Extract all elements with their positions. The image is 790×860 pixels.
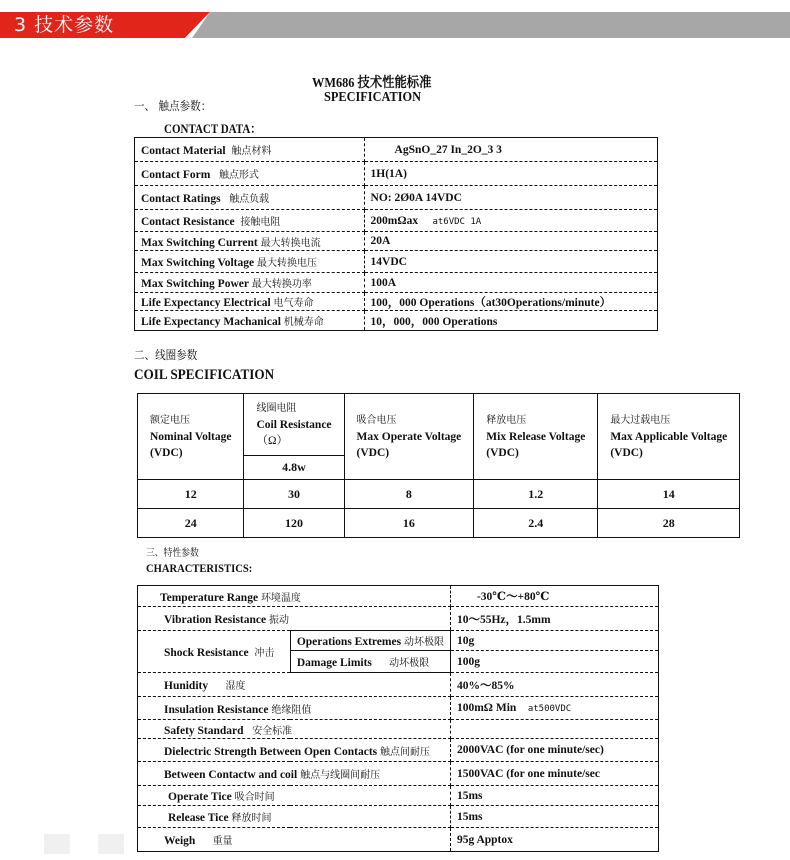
row-label: Dielectric Strength Between Open Contacts 触点间耐压 xyxy=(138,739,451,762)
row-value xyxy=(450,720,658,739)
table-row xyxy=(135,232,658,251)
row-value: 20A xyxy=(364,232,657,251)
cell: 8 xyxy=(344,480,474,509)
table-row xyxy=(138,509,740,538)
table-row xyxy=(138,786,659,806)
row-value: 10g xyxy=(450,631,658,651)
row-label: Life Expectancy Electrical 电气寿命 xyxy=(135,293,365,311)
table-row xyxy=(135,186,658,210)
row-label: Max Switching Power 最大转换功率 xyxy=(135,273,365,293)
col-header-release: 释放电压 Mix Release Voltage (VDC) xyxy=(474,394,598,480)
col-header-applicable: 最大过载电压 Max Applicable Voltage (VDC) xyxy=(598,394,740,480)
row-label: Release Tice 释放时间 xyxy=(138,806,451,828)
row-value: 100，000 Operations（at30Operations/minute） xyxy=(364,293,657,311)
row-label: Hunidity 湿度 xyxy=(138,673,451,697)
col-header-resistance: 线圈电阻 Coil Resistance （Ω） xyxy=(244,394,344,456)
cell: 14 xyxy=(598,480,740,509)
row-label: Insulation Resistance 绝缘阻值 xyxy=(138,697,451,720)
section1-label: 一、 触点参数： xyxy=(134,99,212,113)
table-row xyxy=(135,251,658,273)
row-value: AgSnO_27 In_2O_3 3 xyxy=(364,138,657,162)
table-row xyxy=(135,311,658,331)
table-row xyxy=(135,138,658,162)
coil-spec-table xyxy=(137,393,740,538)
row-value: 100g xyxy=(450,651,658,673)
cell: 28 xyxy=(598,509,740,538)
table-header-row xyxy=(138,394,740,456)
table-row xyxy=(135,273,658,293)
row-value: NO: 2Ø0A 14VDC xyxy=(364,186,657,210)
row-label: Max Switching Current 最大转换电流 xyxy=(135,232,365,251)
row-label: Contact Material 触点材料 xyxy=(135,138,365,162)
row-value: 10～55Hz，1.5mm xyxy=(450,607,658,631)
row-value: 1H(1A) xyxy=(364,162,657,186)
row-value: 14VDC xyxy=(364,251,657,273)
table-row xyxy=(138,739,659,762)
section1-heading: CONTACT DATA： xyxy=(164,122,262,136)
header-gray-band xyxy=(192,12,790,38)
doc-subtitle: SPECIFICATION xyxy=(324,90,421,105)
section2-heading: COIL SPECIFICATION xyxy=(134,367,275,383)
row-label: Weigh 重量 xyxy=(138,828,451,852)
coil-power: 4.8w xyxy=(244,456,344,480)
row-value: 100mΩ Min at500VDC xyxy=(450,697,658,720)
header-title: 3 技术参数 xyxy=(14,14,115,36)
row-value: 100A xyxy=(364,273,657,293)
row-label: Safety Standard 安全标准 xyxy=(138,720,451,739)
row-label: Contact Ratings 触点负载 xyxy=(135,186,365,210)
section3-heading: CHARACTERISTICS: xyxy=(146,561,253,575)
row-value: 10，000，000 Operations xyxy=(364,311,657,331)
row-label: Life Expectancy Machanical 机械寿命 xyxy=(135,311,365,331)
row-label: Temperature Range 环境温度 xyxy=(138,586,451,607)
section-header-bar xyxy=(0,0,790,38)
row-label: Shock Resistance 冲击 xyxy=(138,631,291,673)
characteristics-table xyxy=(137,585,659,852)
col-header-nominal: 额定电压 Nominal Voltage (VDC) xyxy=(138,394,244,480)
table-row xyxy=(138,480,740,509)
cell: 16 xyxy=(344,509,474,538)
row-label: Between Contactw and coil 触点与线圈间耐压 xyxy=(138,762,451,786)
row-value: -30℃～+80℃ xyxy=(450,586,658,607)
col-header-operate: 吸合电压 Max Operate Voltage (VDC) xyxy=(344,394,474,480)
cell: 30 xyxy=(244,480,344,509)
row-sublabel: Operations Extremes 动坏极限 xyxy=(290,631,450,651)
section2-label: 二、线圈参数 xyxy=(134,348,198,362)
cell: 2.4 xyxy=(474,509,598,538)
table-row xyxy=(138,607,659,631)
table-row xyxy=(135,162,658,186)
row-value: 200mΩax at6VDC 1A xyxy=(364,210,657,232)
row-label: Contact Form 触点形式 xyxy=(135,162,365,186)
row-label: Operate Tice 吸合时间 xyxy=(138,786,451,806)
table-row xyxy=(135,293,658,311)
row-label: Contact Resistance 接触电阻 xyxy=(135,210,365,232)
doc-title: WM686 技术性能标准 xyxy=(312,76,432,91)
background-shade xyxy=(98,834,124,854)
cell: 12 xyxy=(138,480,244,509)
table-row xyxy=(135,210,658,232)
table-row xyxy=(138,586,659,607)
table-row xyxy=(138,828,659,852)
row-sublabel: Damage Limits 动坏极限 xyxy=(290,651,450,673)
table-row xyxy=(138,631,659,651)
row-label: Vibration Resistance 振动 xyxy=(138,607,451,631)
row-value: 2000VAC (for one minute/sec) xyxy=(450,739,658,762)
cell: 1.2 xyxy=(474,480,598,509)
cell: 120 xyxy=(244,509,344,538)
row-value: 40%～85% xyxy=(450,673,658,697)
table-row xyxy=(138,673,659,697)
row-label: Max Switching Voltage 最大转换电压 xyxy=(135,251,365,273)
row-value: 1500VAC (for one minute/sec xyxy=(450,762,658,786)
row-value: 15ms xyxy=(450,786,658,806)
background-shade xyxy=(44,834,70,854)
row-value: 95g Apptox xyxy=(450,828,658,852)
table-row xyxy=(138,720,659,739)
cell: 24 xyxy=(138,509,244,538)
table-row xyxy=(138,806,659,828)
row-value: 15ms xyxy=(450,806,658,828)
contact-data-table xyxy=(134,137,658,331)
table-row xyxy=(138,697,659,720)
section3-label: 三、特性参数 xyxy=(146,548,199,559)
table-row xyxy=(138,762,659,786)
